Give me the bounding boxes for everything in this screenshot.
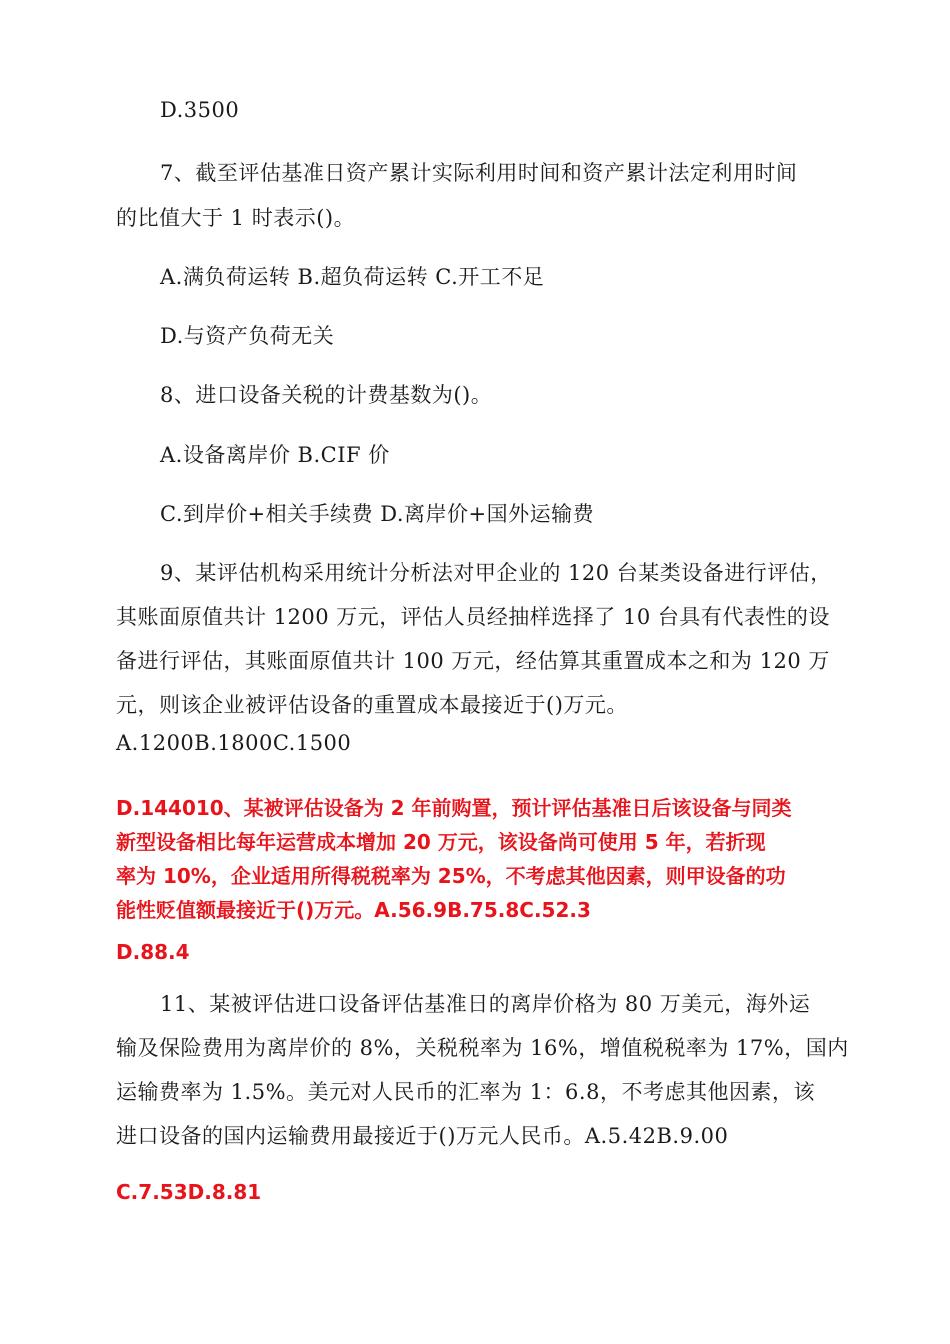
option-d-q6: D.3500: [160, 98, 240, 122]
question-8-options-cd: C.到岸价+相关手续费 D.离岸价+国外运输费: [160, 502, 595, 526]
question-7-option-d: D.与资产负荷无关: [160, 324, 335, 348]
question-9-line-4: 元，则该企业被评估设备的重置成本最接近于()万元。: [116, 693, 628, 717]
question-8-options-ab: A.设备离岸价 B.CIF 价: [160, 443, 390, 467]
question-9-line-3: 备进行评估，其账面原值共计 100 万元，经估算其重置成本之和为 120 万: [116, 649, 830, 673]
question-9-options: A.1200B.1800C.1500: [116, 731, 352, 755]
question-9-line-1: 9、某评估机构采用统计分析法对甲企业的 120 台某类设备进行评估，: [160, 561, 832, 585]
question-11-line-2: 输及保险费用为离岸价的 8%，关税税率为 16%，增值税税率为 17%，国内: [116, 1036, 849, 1060]
highlight-question-11-options-cd: C.7.53D.8.81: [116, 1180, 262, 1204]
highlight-question-10-line-3: 率为 10%，企业适用所得税税率为 25%，不考虑其他因素，则甲设备的功: [116, 864, 786, 888]
highlight-question-10-line-2: 新型设备相比每年运营成本增加 20 万元，该设备尚可使用 5 年，若折现: [116, 830, 766, 854]
question-7-options-abc: A.满负荷运转 B.超负荷运转 C.开工不足: [160, 265, 545, 289]
question-9-line-2: 其账面原值共计 1200 万元，评估人员经抽样选择了 10 台具有代表性的设: [116, 605, 830, 629]
highlight-question-10-line-1: D.144010、某被评估设备为 2 年前购置，预计评估基准日后该设备与同类: [116, 796, 792, 820]
question-7-line-2: 的比值大于 1 时表示()。: [116, 206, 356, 230]
question-11-line-3: 运输费率为 1.5%。美元对人民币的汇率为 1：6.8，不考虑其他因素，该: [116, 1080, 815, 1104]
question-8: 8、进口设备关税的计费基数为()。: [160, 383, 493, 407]
question-11-line-4: 进口设备的国内运输费用最接近于()万元人民币。A.5.42B.9.00: [116, 1124, 729, 1148]
question-7-line-1: 7、截至评估基准日资产累计实际利用时间和资产累计法定利用时间: [160, 161, 798, 185]
question-11-line-1: 11、某被评估进口设备评估基准日的离岸价格为 80 万美元，海外运: [160, 992, 811, 1016]
highlight-question-10-line-4: 能性贬值额最接近于()万元。A.56.9B.75.8C.52.3: [116, 898, 591, 922]
highlight-question-10-option-d: D.88.4: [116, 940, 190, 964]
